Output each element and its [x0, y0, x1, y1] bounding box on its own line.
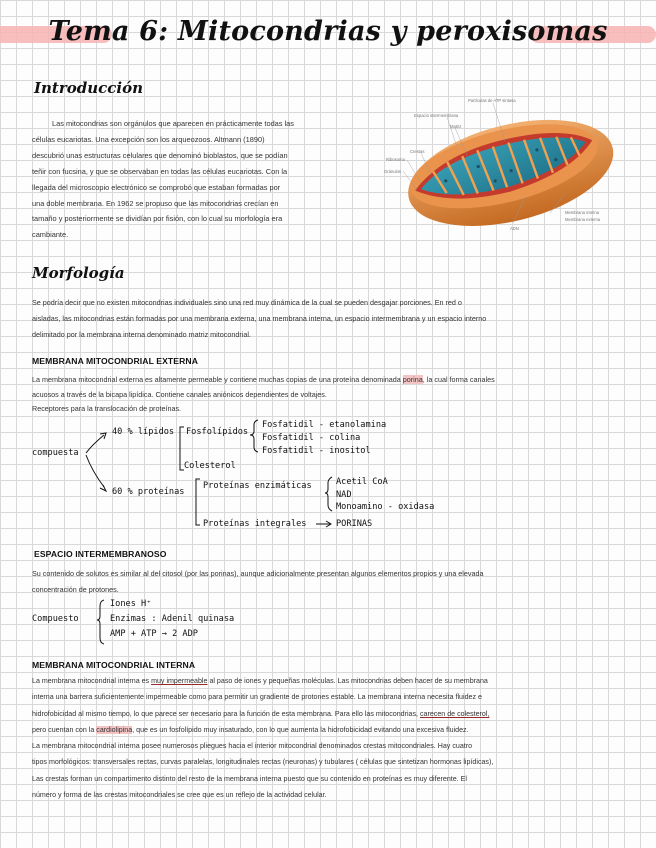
intro-line: cambiante. — [32, 230, 69, 240]
note-fosfatidil-inositol: Fosfatidil - inositol — [262, 446, 371, 456]
label-outer-membrane: Membrana externa — [565, 217, 601, 222]
note-lipidos: 40 % lípidos — [112, 427, 175, 437]
label-matrix: Matriz — [450, 124, 462, 129]
label-granules: Gránulos — [384, 169, 401, 174]
morfologia-heading: Morfología — [32, 264, 125, 282]
note-fosfatidil-etanolamina: Fosfatidil - etanolamina — [262, 420, 387, 430]
text-fragment: La membrana mitocondrial externa es altamente permeable y contiene muchas copias de una proteína denominada — [32, 375, 403, 384]
label-inner-membrane: Membrana interna — [565, 210, 599, 215]
intro-heading: Introducción — [34, 79, 144, 97]
espacio-paragraph — [32, 566, 642, 598]
intro-line: tamaño y posteriormente se dividían por fisión, con lo cual su morfología era — [32, 214, 283, 224]
text-fragment: La membrana mitocondrial interna es — [32, 677, 152, 685]
note-colesterol: Colesterol — [184, 461, 236, 471]
note-enzimas: Enzimas : Adenil quinasa — [110, 614, 235, 624]
cardiolipina-highlight: cardiolipina — [96, 725, 133, 734]
note-proteinas-enzimaticas: Proteínas enzimáticas — [203, 481, 312, 491]
mem-interna-paragraph — [32, 673, 644, 803]
intro-line: descubrió unas estructuras celulares que denominó bioblastos, que se podían — [32, 150, 288, 160]
note-amp-atp: AMP + ATP → 2 ADP — [110, 629, 198, 639]
morfologia-line: aisladas, las mitocondrias están formadas por una membrana externa, una membrana interna, un espacio intermembrana y un espacio interno — [32, 314, 487, 323]
espacio-line: concentración de protones. — [32, 585, 119, 594]
text-fragment: al paso de iones y pequeñas moléculas. Las mitocondrias deben hacer de su membrana — [207, 677, 488, 685]
porina-highlight: porina — [402, 375, 423, 384]
note-compuesta: compuesta — [32, 448, 79, 458]
intro-line: teñir con fucsina, y que se observaban en todas las células eucariotas. Con la — [32, 166, 288, 176]
morfologia-paragraph — [32, 295, 632, 343]
note-proteinas: 60 % proteínas — [112, 487, 185, 497]
intro-line: células eucariotas. Una excepción son los arqueozoos. Altmann (1890) — [32, 134, 265, 144]
mem-externa-paragraph — [32, 373, 642, 417]
intro-line: llegada del microscopio electrónico se comprobó que estaban formadas por — [32, 182, 281, 192]
mem-interna-line: tipos morfológicos: transversales rectas, curvas paralelas, longitudinales rectas (neuronas) y tubulares ( células que sintetizan hormonas lipídicas), — [32, 758, 494, 767]
intro-line: Las mitocondrias son orgánulos que aparecen en prácticamente todas las — [52, 119, 294, 128]
note-acetil-coa: Acetil CoA — [336, 477, 388, 487]
note-porinas: PORINAS — [336, 519, 373, 529]
carecen-colesterol-underline: carecen de colesterol, — [420, 709, 490, 718]
intro-paragraph — [32, 116, 362, 243]
espacio-line: Su contenido de solutos es similar al del citosol (por las porinas), aunque adicionalmente presentan algunos elementos propios y una elevada — [32, 569, 484, 578]
text-fragment: hidrofobicidad al mismo tiempo, lo que parece ser necesario para la función de esta membrana. Para ello las mitocondrias, — [32, 709, 420, 718]
note-monoamino-oxidasa: Monoamino - oxidasa — [336, 502, 435, 512]
mem-interna-heading: MEMBRANA MITOCONDRIAL INTERNA — [32, 660, 196, 670]
mem-externa-line: acuosos a través de la bicapa lipídica. Contiene canales aniónicos dependientes de voltajes. — [32, 389, 327, 399]
mem-interna-line: número y forma de las crestas mitocondriales se cree que es un reflejo de la actividad celular. — [32, 791, 327, 800]
mem-interna-line — [32, 722, 644, 738]
label-dna: ADN — [510, 226, 519, 231]
label-cristae: Crestas — [410, 149, 425, 154]
intro-line: una doble membrana. En 1962 se propuso que las mitocondrias crecían en — [32, 198, 279, 208]
morfologia-line: delimitado por la membrana interna denominado matriz mitocondrial. — [32, 330, 251, 339]
note-proteinas-integrales: Proteínas integrales — [203, 519, 307, 529]
label-atp-synthase: Partículas de ATP sintasa — [468, 98, 516, 103]
mem-interna-line: Las crestas forman un compartimento distinto del resto de la membrana interna puesto que su contenido en proteínas es muy diferente. El — [32, 774, 467, 783]
mem-interna-line: interna una barrera suficientemente impermeable como para permitir un gradiente de protones estable. La membrana interna necesita fluidez e — [32, 693, 482, 702]
text-fragment: pero cuentan con la — [32, 725, 97, 734]
note-fosfatidil-colina: Fosfatidil - colina — [262, 433, 361, 443]
text-fragment: , que es un fosfolípido muy insaturado, con lo que aumenta la hidrofobicidad evitando una excesiva fluidez. — [132, 725, 469, 734]
mem-interna-line: La membrana mitocondrial interna posee numerosos pliegues hacia el interior mitocondrial denominados crestas mitocondriales. Hay cuatro — [32, 742, 473, 751]
note-nad: NAD — [336, 490, 352, 500]
mem-externa-line — [32, 373, 642, 388]
muy-impermeable-underline: muy impermeable — [151, 677, 208, 685]
mem-interna-line — [32, 673, 644, 689]
page-title: Tema 6: Mitocondrias y peroxisomas — [48, 16, 608, 47]
mem-externa-line: Receptores para la translocación de proteínas. — [32, 404, 182, 413]
note-fosfolipidos: Fosfolípidos — [186, 427, 249, 437]
label-intermembrane-space: Espacio intermembrana — [414, 113, 459, 118]
note-compuesto: Compuesto — [32, 614, 79, 624]
mem-externa-heading: MEMBRANA MITOCONDRIAL EXTERNA — [32, 356, 199, 366]
mem-interna-line — [32, 706, 644, 722]
espacio-heading: ESPACIO INTERMEMBRANOSO — [34, 549, 167, 559]
text-fragment: , la cual forma canales — [422, 375, 495, 384]
note-iones: Iones H⁺ — [110, 599, 152, 609]
morfologia-line: Se podría decir que no existen mitocondrias individuales sino una red muy dinámica de la cual se pueden desgajar porciones. En red o — [32, 298, 462, 307]
label-ribosome: Ribosoma — [386, 157, 405, 162]
